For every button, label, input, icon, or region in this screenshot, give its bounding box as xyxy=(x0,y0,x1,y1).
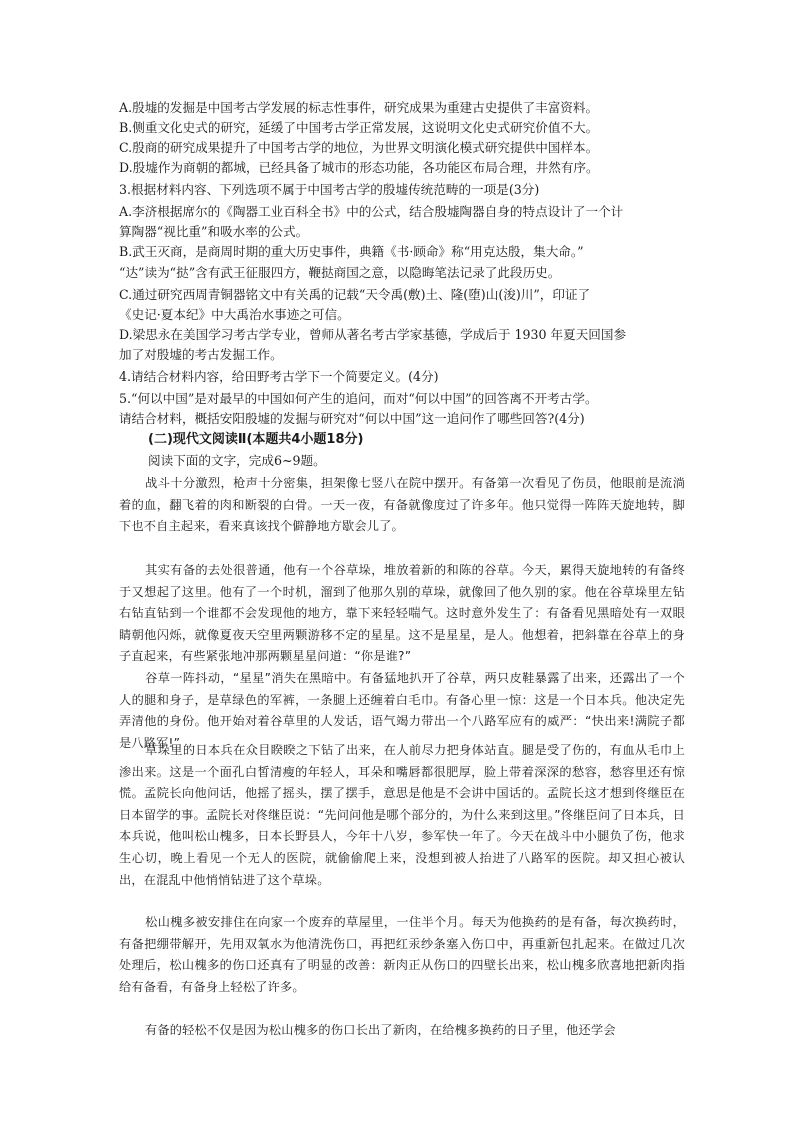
story-paragraph-4 xyxy=(119,740,685,891)
story-paragraph-1 xyxy=(119,473,685,538)
story-paragraph-6 xyxy=(119,1020,685,1042)
story-paragraph-1-text: 战斗十分激烈，枪声十分密集，担架像七竖八在院中摆开。有备第一次看见了伤员，他眼前是流淌着的血，翻飞着的肉和断裂的白骨。一天一夜，有备就像度过了许多年。他只觉得一阵阵天旋地转，脚下也不自主起来，看来真该找个僻静地方歇会儿了。 xyxy=(119,476,685,534)
question-5-line2: 请结合材料，概括安阳殷墟的发掘与研究对“何以中国”这一追问作了哪些回答?(4分) xyxy=(119,411,585,426)
option-3d-line2: 加了对殷墟的考古发掘工作。 xyxy=(119,347,283,362)
story-paragraph-2-text: 其实有备的去处很普通，他有一个谷草垛，堆放着新的和陈的谷草。今天，累得天旋地转的有备终于又想起了这里。他有了一个时机，溜到了他那久别的草垛，就像回了他久别的家。他在谷草垛里左钻右钻直钻到一个谁都不会发现他的地方，靠下来轻轻喘气。这时意外发生了：有备看见黑暗处有一双眼睛朝他闪烁，就像夏夜天空里两颗游移不定的星星。这不是星星，是人。他想着，把斜靠在谷草上的身子直起来，有些紧张地冲那两颗星星问道：“你是谁?” xyxy=(119,563,685,664)
option-3c-line1: C.通过研究西周青铜器铭文中有关禹的记载“天令禹(敷)土、隆(堕)山(浚)川”，印证了 xyxy=(119,287,591,302)
reading-instruction: 阅读下面的文字，完成6~9题。 xyxy=(148,453,326,468)
question-5-line1: 5.“何以中国”是对最早的中国如何产生的追问，而对“何以中国”的回答离不开考古学。 xyxy=(119,391,598,406)
question-3-stem: 3.根据材料内容、下列选项不属于中国考古学的殷墟传统范畴的一项是(3分) xyxy=(119,182,540,197)
story-paragraph-4-text: 草垛里的日本兵在众目睽睽之下钻了出来，在人前尽力把身体站直。腿是受了伤的，有血从毛巾上渗出来。这是一个面孔白皙清瘦的年轻人，耳朵和嘴唇都很肥厚，脸上带着深深的愁容，愁容里还有惊慌。孟院长向他问话，他摇了摇头，摆了摆手，意思是他是不会讲中国话的。孟院长这才想到佟继臣在日本留学的事。孟院长对佟继臣说：“先问问他是哪个部分的，为什么来到这里。”佟继臣问了日本兵，日本兵说，他叫松山槐多，日本长野县人，今年十八岁，参军快一年了。今天在战斗中小腿负了伤，他求生心切，晚上看见一个无人的医院，就偷偷爬上来，没想到被人抬进了八路军的医院。却又担心被认出，在混乱中他悄悄钻进了这个草垛。 xyxy=(119,743,685,887)
option-2d: D.殷墟作为商朝的都城，已经具备了城市的形态功能，各功能区布局合理，井然有序。 xyxy=(119,160,599,175)
story-paragraph-2 xyxy=(119,560,685,668)
story-paragraph-6-text: 有备的轻松不仅是因为松山槐多的伤口长出了新肉，在给槐多换药的日子里，他还学会 xyxy=(145,1023,616,1037)
question-4: 4.请结合材料内容，给田野考古学下一个简要定义。(4分) xyxy=(119,369,439,384)
option-2c: C.殷商的研究成果提升了中国考古学的地位，为世界文明演化模式研究提供中国样本。 xyxy=(119,140,599,155)
option-3b-line1: B.武王灭商，是商周时期的重大历史事件，典籍《书·顾命》称“用克达殷，集大命。” xyxy=(119,244,584,259)
option-3b-line2: “达”读为“挞”含有武王征服四方，鞭挞商国之意，以隐晦笔法记录了此段历史。 xyxy=(119,265,561,280)
option-3a-line2: 算陶器“视比重”和吸水率的公式。 xyxy=(119,224,309,239)
option-2a: A.殷墟的发掘是中国考古学发展的标志性事件，研究成果为重建古史提供了丰富资料。 xyxy=(119,100,599,115)
option-3c-line2: 《史记·夏本纪》中大禹治水事迹之可信。 xyxy=(119,307,350,322)
story-paragraph-3-text: 谷草一阵抖动，“星星”消失在黑暗中。有备猛地扒开了谷草，两只皮鞋暴露了出来，还露出了一个人的腿和身子，是草绿色的军裤，一条腿上还缠着白毛巾。有备心里一惊：这是一个日本兵。他决定先弄清他的身份。他开始对着谷草里的人发话，语气竭力带出一个八路军应有的威严：“快出来!满院子都是八路军!” xyxy=(119,671,685,750)
story-paragraph-5 xyxy=(119,912,685,998)
story-paragraph-5-text: 松山槐多被安排住在向家一个废弃的草屋里，一住半个月。每天为他换药的是有备，每次换药时，有备把绷带解开，先用双氧水为他清洗伤口，再把红汞纱条塞入伤口中，再重新包扎起来。在做过几次处理后，松山槐多的伤口还真有了明显的改善：新肉正从伤口的四壁长出来，松山槐多欣喜地把新肉指给有备看，有备身上轻松了许多。 xyxy=(119,915,685,994)
section-heading: (二)现代文阅读Ⅱ(本题共4小题18分) xyxy=(148,432,364,447)
option-3a-line1: A.李济根据席尔的《陶器工业百科全书》中的公式，结合殷墟陶器自身的特点设计了一个计 xyxy=(119,204,624,219)
option-2b: B.侧重文化史式的研究，延缓了中国考古学正常发展，这说明文化史式研究价值不大。 xyxy=(119,120,599,135)
option-3d-line1: D.梁思永在美国学习考古学专业，曾师从著名考古学家基德，学成后于 1930 年夏天回国参 xyxy=(119,327,627,342)
